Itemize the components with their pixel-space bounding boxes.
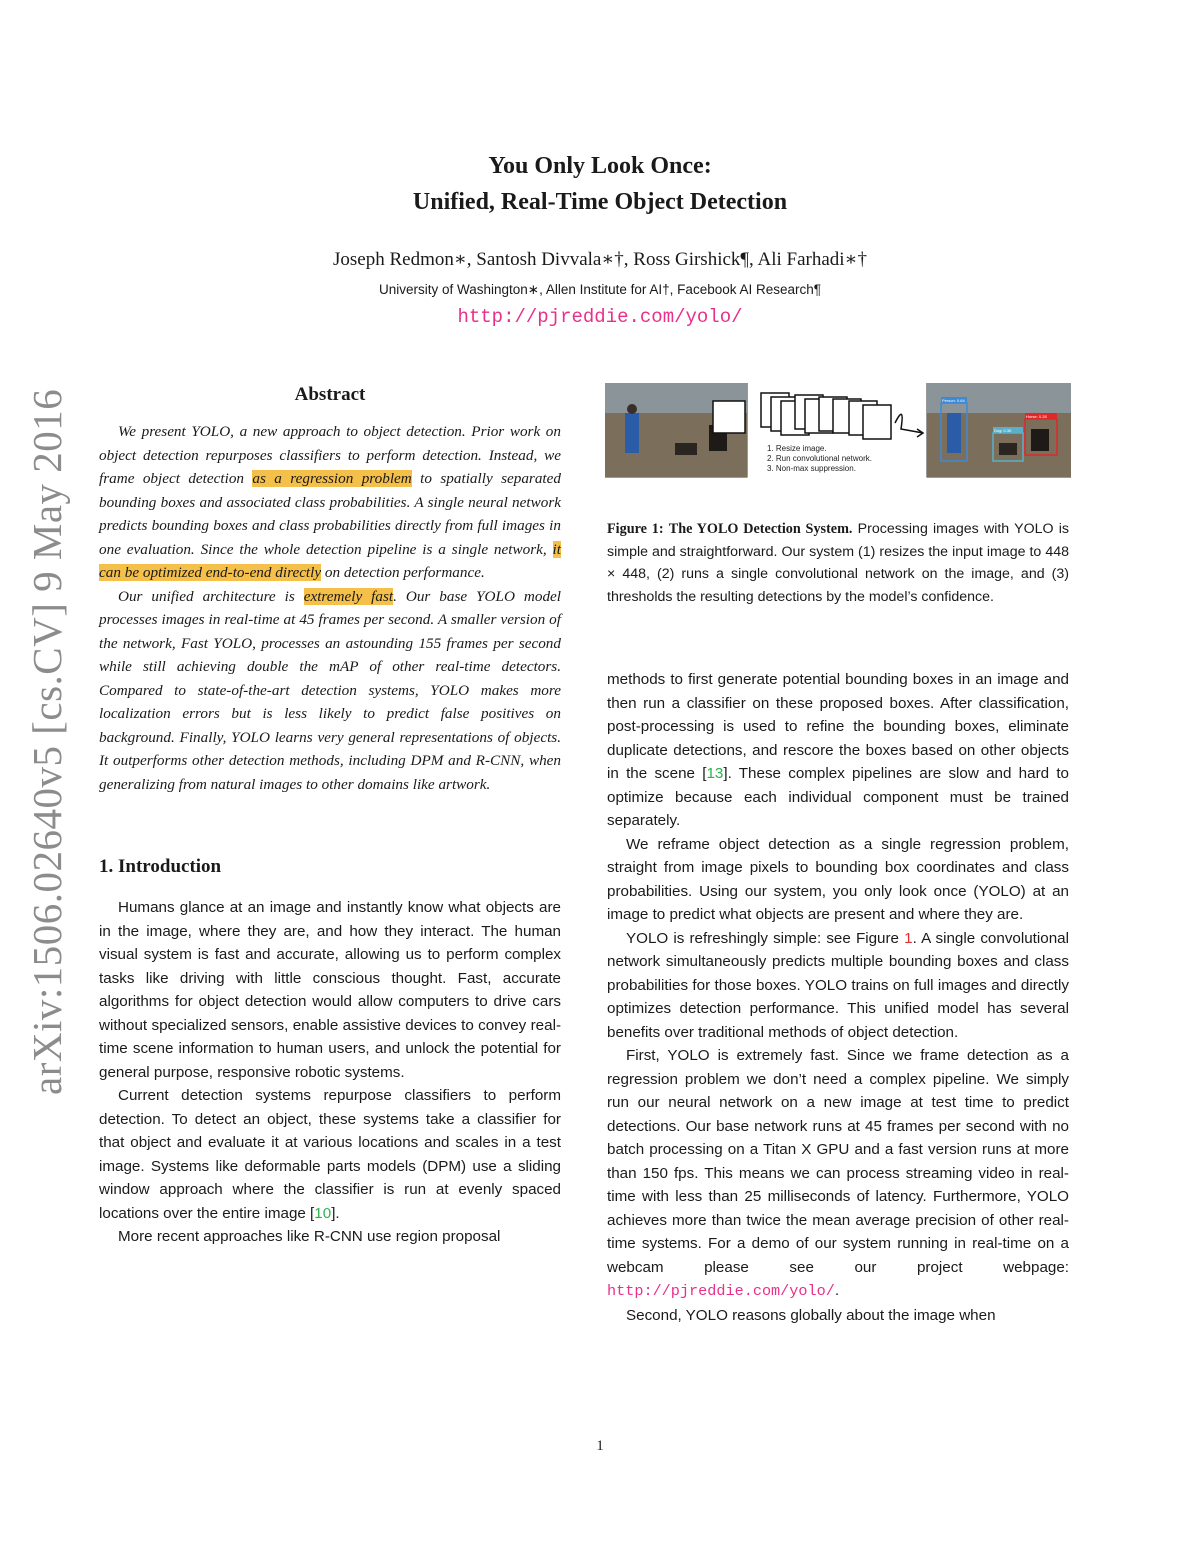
title-line-2: Unified, Real-Time Object Detection [412,189,788,215]
abstract-text: We present YOLO, a new approach to object detection. Prior work on object detection repurposes classifiers to perform detection. Instead, we frame object detection [99,423,561,487]
abstract-text: to spatially separated bounding boxes and associated class probabilities. A single neural network predicts bounding boxes and class probabilities directly from full images in one evaluation. Since the whole detection pipeline is a single network, [99,470,561,558]
body-text: First, YOLO is extremely fast. Since we frame detection as a regression problem we don’t need a complex pipeline. We simply run our neural network on a new image at test time to predict detections. Our base network runs at 45 frames per second with no batch processing on a Titan X GPU and a fast version runs at more than 150 fps. This means we can process streaming video in real-time with less than 25 milliseconds of latency. Furthermore, YOLO achieves more than twice the mean average precision of other real-time systems. For a demo of our system running in real-time on a webcam please see our project webpage: [607,1047,1069,1276]
figure-step-3: 3. Non-max suppression. [767,464,856,473]
body-text: . A single convolutional network simultaneously predicts multiple bounding boxes and class probabilities for those boxes. YOLO trains on full images and directly optimizes detection performance. This unified model has several benefits over traditional methods of object detection. [607,929,1069,1041]
left-column [99,384,562,1249]
abstract-text: Our unified architecture is [118,587,304,605]
abstract-paragraph-2 [99,585,561,797]
body-text: YOLO is refreshingly simple: see Figure [626,929,905,947]
figure-step-1: 1. Resize image. [767,444,827,453]
right-paragraph-1 [607,668,1069,833]
figure-caption [607,518,1069,608]
highlight: it can be optimized end-to-end directly [99,540,561,581]
intro-text: ]. [331,1204,340,1222]
body-text: methods to first generate potential bounding boxes in an image and then run a classifier on these proposed boxes. After classification, post-processing is used to refine the bounding boxes, eliminate duplicate detections, and rescore the boxes based on other objects in the scene [ [607,671,1069,782]
title-line-1: You Only Look Once: [488,153,712,179]
intro-body [99,896,561,1249]
abstract-paragraph-1 [99,420,561,585]
body-text: ]. These complex pipelines are slow and hard to optimize because each individual component must be trained separately. [607,765,1070,829]
body-text: . [834,1282,840,1299]
intro-text: Current detection systems repurpose classifiers to perform detection. To detect an object, these systems take a classifier for that object and evaluate it at various locations and scales in a test image. Systems like deformable parts models (DPM) use a sliding window approach where the classifier is run at evenly spaced locations over the entire image [ [99,1087,561,1222]
label-person: Person: 0.64 [942,398,965,403]
section-heading-introduction: 1. Introduction [99,856,222,877]
right-paragraph-2: We reframe object detection as a single regression problem, straight from image pixels to bounding box coordinates and class probabilities. Using our system, you only look once (YOLO) at an image to predict what objects are present and where they are. [607,835,1069,923]
figure-caption-text: Processing images with YOLO is simple and straightforward. Our system (1) resizes the input image to 448 × 448, (2) runs a single convolutional network on the image, and (3) thresholds the resulting detections by the model’s confidence. [607,521,1069,605]
figure-yolo-pipeline [605,383,1071,479]
label-dog: Dog: 0.30 [994,428,1012,433]
label-horse: Horse: 0.28 [1026,414,1047,419]
intro-paragraph-3: More recent approaches like R-CNN use region proposal [118,1228,501,1245]
citation-link[interactable]: 13 [706,765,724,782]
figure-ref-link[interactable]: 1 [904,929,913,947]
abstract-heading: Abstract [294,384,366,405]
right-paragraph-3 [607,927,1069,1045]
output-image [927,383,1071,477]
intro-paragraph-2 [99,1084,561,1225]
abstract-text: on detection performance. [321,564,485,581]
arxiv-stamp: arXiv:1506.02640v5 [cs.CV] 9 May 2016 [24,388,70,1095]
right-paragraph-5: Second, YOLO reasons globally about the image when [626,1306,996,1324]
intro-paragraph-1: Humans glance at an image and instantly know what objects are in the image, where they are, and how they interact. The human visual system is fast and accurate, allowing us to perform complex tasks like driving with little conscious thought. Fast, accurate algorithms for object detection would allow computers to drive cars without specialized sensors, enable assistive devices to convey real-time scene information to human users, and unlock the potential for general purpose, responsive robotic systems. [99,899,561,1081]
project-url-link[interactable]: http://pjreddie.com/yolo/ [457,306,743,328]
highlight: as a regression problem [252,470,412,487]
figure-step-2: 2. Run convolutional network. [767,454,872,463]
affiliations: University of Washington∗, Allen Institute for AI†, Facebook AI Research¶ [378,282,822,297]
figure-title: The YOLO Detection System. [668,521,853,537]
author-list: Joseph Redmon∗, Santosh Divvala∗†, Ross Girshick¶, Ali Farhadi∗† [333,249,867,270]
project-url-inline-link[interactable]: http://pjreddie.com/yolo/ [607,1282,835,1300]
paper-title [0,148,1200,220]
abstract-body [99,420,561,796]
figure-label: Figure 1: [607,521,664,537]
citation-link[interactable]: 10 [314,1204,332,1222]
right-column [607,668,1069,1327]
abstract-text: . Our base YOLO model processes images in real-time at 45 frames per second. A smaller version of the network, Fast YOLO, processes an astounding 155 frames per second while still achieving double the mAP of other real-time detectors. Compared to state-of-the-art detection systems, YOLO makes more localization errors but is less likely to predict false positives on background. Finally, YOLO learns very general representations of objects. It outperforms other detection methods, including DPM and R-CNN, when generalizing from natural images to other domains like artwork. [99,587,562,793]
page-number: 1 [596,1438,604,1454]
highlight: extremely fast [303,587,394,605]
right-paragraph-4 [607,1044,1069,1304]
